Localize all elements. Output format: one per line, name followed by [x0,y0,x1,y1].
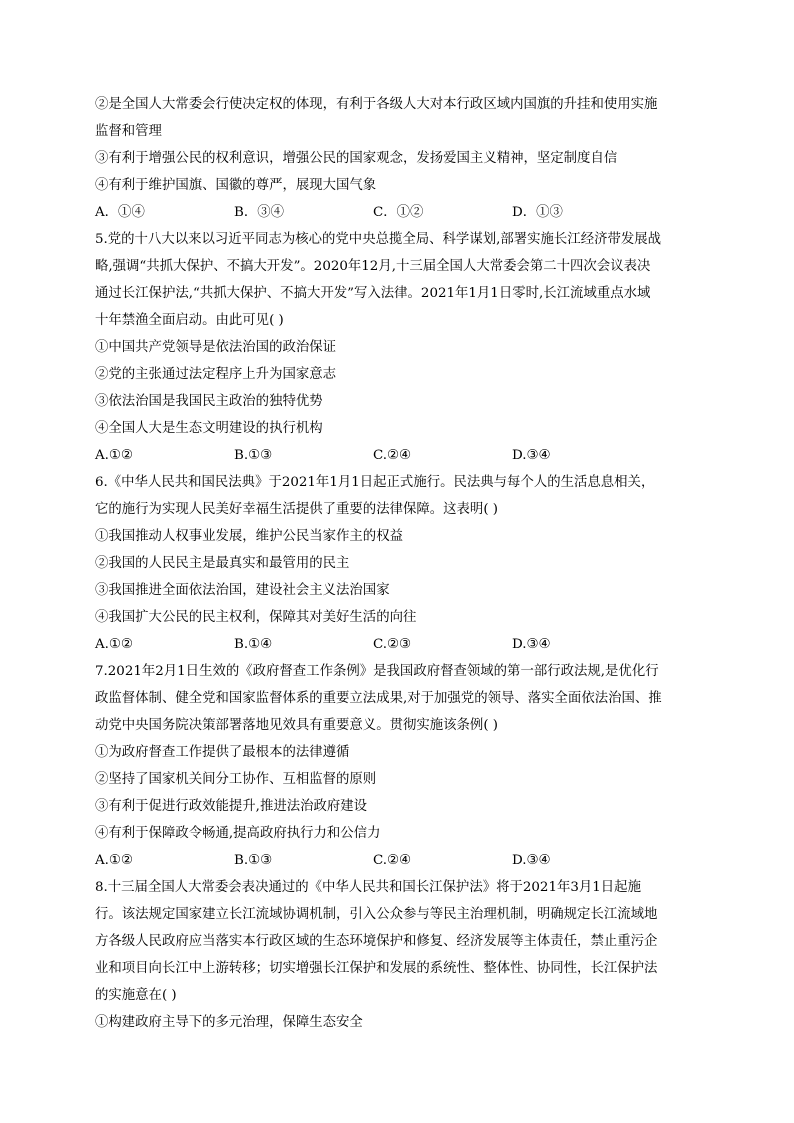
q7-stem-line-1: 7.2021年2月1日生效的《政府督查工作条例》是我国政府督查领域的第一部行政法规,是优化行 [95,664,659,679]
question-4-tail [95,91,695,226]
q5-item-2: ②党的主张通过法定程序上升为国家意志 [95,367,337,382]
q8-stem-line-2: 行。该法规定国家建立长江流域协调机制，引入公众参与等民主治理机制，明确规定长江流域地 [95,907,658,922]
q5-stem-line-3: 通过长江保护法,“共抓大保护、不搞大开发”写入法律。2021年1月1日零时,长江流域重点水域 [95,286,651,301]
q4-option-b: B．③④ [234,205,285,220]
q5-option-b: B.①③ [234,448,273,463]
question-8 [95,874,695,1036]
question-5 [95,226,695,469]
q4-item-2: ②是全国人大常委会行使决定权的体现，有利于各级人大对本行政区域内国旗的升挂和使用实施 [95,97,658,112]
q7-item-3: ③有利于促进行政效能提升,推进法治政府建设 [95,799,368,814]
q6-item-2: ②我国的人民民主是最真实和最管用的民主 [95,556,350,571]
q7-item-2: ②坚持了国家机关间分工协作、互相监督的原则 [95,772,377,787]
q4-option-d: D．①③ [512,205,563,220]
q6-item-4: ④我国扩大公民的民主权利，保障其对美好生活的向往 [95,610,417,625]
q8-stem-line-5: 的实施意在( ) [95,988,177,1003]
q7-option-c: C.②④ [373,853,412,868]
q6-option-c: C.②③ [373,637,412,652]
q7-options [95,847,695,874]
q5-option-a: A.①② [95,448,133,463]
q7-option-d: D.③④ [512,853,551,868]
q5-stem-line-1: 5.党的十八大以来以习近平同志为核心的党中央总揽全局、科学谋划,部署实施长江经济带发展战 [95,232,662,247]
q7-option-a: A.①② [95,853,133,868]
q8-stem-line-1: 8.十三届全国人大常委会表决通过的《中华人民共和国长江保护法》将于2021年3月1日起施 [95,880,641,895]
q4-options [95,199,695,226]
question-6 [95,469,695,658]
q6-option-b: B.①④ [234,637,273,652]
q5-item-3: ③依法治国是我国民主政治的独特优势 [95,394,323,409]
q4-item-2-cont: 监督和管理 [95,124,162,139]
q7-stem-line-2: 政监督体制、健全党和国家监督体系的重要立法成果,对于加强党的领导、落实全面依法治国、推 [95,691,662,706]
q4-item-4: ④有利于维护国旗、国徽的尊严，展现大国气象 [95,178,377,193]
q7-option-b: B.①③ [234,853,273,868]
q4-option-a: A．①④ [95,205,145,220]
q6-option-d: D.③④ [512,637,551,652]
q7-item-1: ①为政府督查工作提供了最根本的法律遵循 [95,745,350,760]
q6-option-a: A.①② [95,637,133,652]
q6-item-1: ①我国推动人权事业发展，维护公民当家作主的权益 [95,529,403,544]
q5-item-4: ④全国人大是生态文明建设的执行机构 [95,421,323,436]
q6-options [95,631,695,658]
q5-option-d: D.③④ [512,448,551,463]
q5-item-1: ①中国共产党领导是依法治国的政治保证 [95,340,337,355]
question-7 [95,658,695,874]
q7-stem-line-3: 动党中央国务院决策部署落地见效具有重要意义。贯彻实施该条例( ) [95,718,499,733]
q6-item-3: ③我国推进全面依法治国，建设社会主义法治国家 [95,583,390,598]
q7-item-4: ④有利于保障政令畅通,提高政府执行力和公信力 [95,826,381,841]
q5-option-c: C.②④ [373,448,412,463]
q5-options [95,442,695,469]
document-content [95,91,695,1036]
q6-stem-line-2: 它的施行为实现人民美好幸福生活提供了重要的法律保障。这表明( ) [95,502,499,517]
q5-stem-line-4: 十年禁渔全面启动。由此可见( ) [95,313,284,328]
q8-stem-line-3: 方各级人民政府应当落实本行政区域的生态环境保护和修复、经济发展等主体责任，禁止重污企 [95,934,658,949]
q5-stem-line-2: 略,强调“共抓大保护、不搞大开发”。2020年12月,十三届全国人大常委会第二十四次会议表决 [95,259,651,274]
q8-stem-line-4: 业和项目向长江中上游转移；切实增强长江保护和发展的系统性、整体性、协同性，长江保护法 [95,961,658,976]
q8-item-1: ①构建政府主导下的多元治理，保障生态安全 [95,1015,363,1030]
q4-item-3: ③有利于增强公民的权利意识，增强公民的国家观念，发扬爱国主义精神，坚定制度自信 [95,151,618,166]
q4-option-c: C．①② [373,205,424,220]
q6-stem-line-1: 6.《中华人民共和国民法典》于2021年1月1日起正式施行。民法典与每个人的生活息息相关， [95,475,655,490]
